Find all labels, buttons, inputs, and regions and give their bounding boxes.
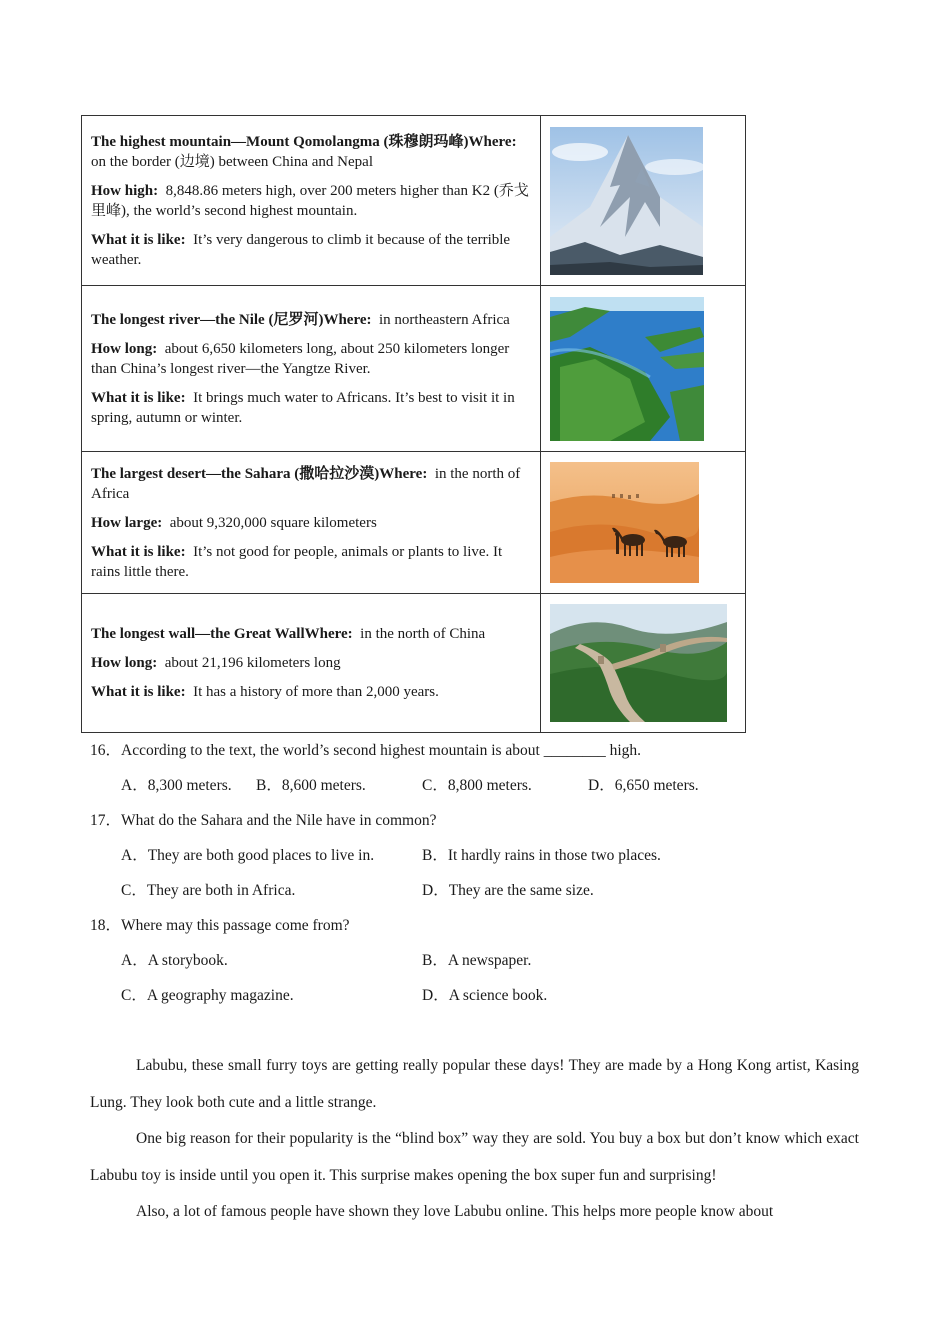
- fact-row-river: [82, 286, 746, 452]
- measure-label: How long:: [91, 340, 158, 357]
- question-18-option-a: A．A storybook.: [121, 952, 228, 969]
- measure-value: about 21,196 kilometers long: [164, 655, 341, 671]
- where-value: on the border (边境) between China and Nepal: [91, 153, 373, 170]
- fact-image-cell: [541, 286, 746, 452]
- river-aerial-photo: [550, 297, 704, 441]
- question-17-option-c: C．They are both in Africa.: [121, 882, 296, 899]
- where-value: in the north of Africa: [91, 465, 521, 502]
- fact-image-cell: [541, 452, 746, 594]
- reading-passage: [90, 1048, 859, 1231]
- measure-value: 8,848.86 meters high, over 200 meters higher than K2 (乔戈里峰), the world’s second highest mountain.: [91, 182, 529, 219]
- question-16-option-c: C．8,800 meters.: [422, 777, 532, 794]
- question-17-option-d: D．They are the same size.: [422, 882, 594, 899]
- fact-title: The highest mountain—Mount Qomolangma (珠穆朗玛峰): [91, 133, 469, 150]
- fact-text: [82, 594, 541, 733]
- passage-paragraph: Labubu, these small furry toys are getting really popular these days! They are made by a Hong Kong artist, Kasing Lung. They look both cute and a little strange.: [90, 1057, 859, 1111]
- fact-title: The longest wall—the Great Wall: [91, 626, 305, 642]
- like-value: It’s not good for people, animals or plants to live. It rains little there.: [91, 543, 503, 580]
- question-16-option-b: B．8,600 meters.: [256, 777, 366, 794]
- question-18-option-c: C．A geography magazine.: [121, 987, 294, 1004]
- fact-text: [82, 286, 541, 452]
- where-label: Where:: [323, 311, 372, 328]
- passage-paragraph: Also, a lot of famous people have shown they love Labubu online. This helps more people know about: [136, 1203, 774, 1220]
- great-wall-photo: [550, 604, 727, 722]
- fact-image-cell: [541, 116, 746, 286]
- question-18: 18．Where may this passage come from?: [90, 917, 350, 934]
- measure-value: about 6,650 kilometers long, about 250 kilometers longer than China’s longest river—the Yangtze River.: [91, 340, 510, 377]
- where-label: Where:: [304, 626, 353, 642]
- where-label: Where:: [379, 465, 428, 482]
- question-18-option-b: B．A newspaper.: [422, 952, 532, 969]
- question-16: 16．According to the text, the world’s second highest mountain is about ________ high.: [90, 742, 642, 759]
- question-18-option-d: D．A science book.: [422, 987, 548, 1004]
- measure-value: about 9,320,000 square kilometers: [169, 514, 377, 531]
- like-value: It has a history of more than 2,000 years.: [193, 684, 439, 700]
- question-17: 17．What do the Sahara and the Nile have in common?: [90, 812, 437, 829]
- like-label: What it is like:: [91, 684, 186, 700]
- question-17-option-b: B．It hardly rains in those two places.: [422, 847, 661, 864]
- like-label: What it is like:: [91, 543, 186, 560]
- where-value: in the north of China: [360, 626, 486, 642]
- fact-text: [82, 116, 541, 286]
- desert-camels-photo: [550, 462, 699, 583]
- passage-paragraph: One big reason for their popularity is the “blind box” way they are sold. You buy a box but don’t know which exact Labubu toy is inside until you open it. This surprise makes opening the box super fun and surprising!: [90, 1130, 859, 1184]
- fact-text: [82, 452, 541, 594]
- snowy-mountain-photo: [550, 127, 703, 275]
- measure-label: How high:: [91, 182, 159, 199]
- like-label: What it is like:: [91, 389, 186, 406]
- question-17-option-a: A．They are both good places to live in.: [121, 847, 375, 864]
- question-16-option-a: A．8,300 meters.: [121, 777, 232, 794]
- like-label: What it is like:: [91, 231, 186, 248]
- fact-row-wall: [82, 594, 746, 733]
- like-value: It’s very dangerous to climb it because of the terrible weather.: [91, 231, 511, 268]
- question-16-option-d: D．6,650 meters.: [588, 777, 699, 794]
- fact-image-cell: [541, 594, 746, 733]
- measure-label: How long:: [91, 655, 158, 671]
- measure-label: How large:: [91, 514, 163, 531]
- fact-title: The largest desert—the Sahara (撒哈拉沙漠): [91, 465, 380, 482]
- fact-title: The longest river—the Nile (尼罗河): [91, 311, 324, 328]
- fact-row-mountain: [82, 116, 746, 286]
- where-label: Where:: [468, 133, 517, 150]
- fact-row-desert: [82, 452, 746, 594]
- facts-table: [81, 115, 746, 733]
- where-value: in northeastern Africa: [379, 311, 510, 328]
- like-value: It brings much water to Africans. It’s best to visit it in spring, autumn or winter.: [91, 389, 515, 426]
